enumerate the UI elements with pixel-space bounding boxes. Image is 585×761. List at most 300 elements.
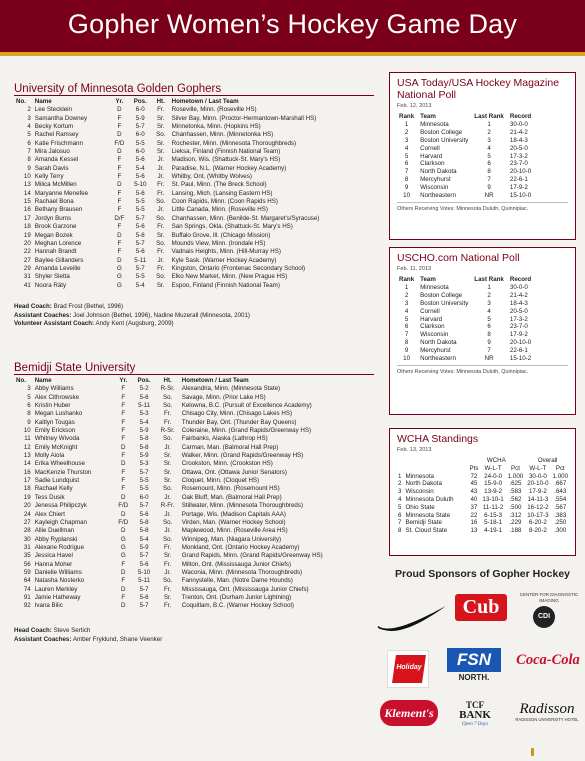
- roster-cell-ht: Fr.: [157, 181, 165, 189]
- col-yr: Yr.: [115, 98, 124, 105]
- bemidji-roster-table: [14, 377, 374, 611]
- poll-cell: 8: [487, 331, 491, 339]
- wcha-cell: 5-18-1: [484, 519, 503, 527]
- roster-cell-no: 2: [27, 106, 31, 114]
- roster-cell-hometown: Kelowna, B.C. (Pursuit of Excellence Academy): [181, 402, 312, 410]
- poll-cell: Boston College: [420, 128, 463, 136]
- cdi-caption: CENTER FOR DIAGNOSTIC IMAGING: [519, 592, 579, 603]
- roster-cell-pos: 5-5: [135, 273, 145, 281]
- header-gold-rule: [0, 52, 585, 56]
- roster-cell-no: 14: [23, 460, 31, 468]
- roster-cell-hometown: Minnetonka, Minn. (Hopkins HS): [171, 123, 261, 131]
- roster-cell-ht: Fr.: [164, 560, 172, 568]
- roster-cell-yr: F: [117, 156, 122, 164]
- roster-row: [14, 519, 374, 527]
- roster-cell-hometown: Coleraine, Minn. (Grand Rapids/Greenway HS): [181, 427, 312, 435]
- wcha-row: [396, 480, 570, 488]
- roster-cell-pos: 5-6: [139, 593, 149, 601]
- col-no: No.: [16, 377, 26, 384]
- wcha-cell: .188: [509, 527, 522, 535]
- roster-cell-no: 13: [23, 452, 31, 460]
- roster-cell-yr: D: [121, 568, 126, 576]
- roster-cell-yr: F: [121, 593, 126, 601]
- roster-header-row: [14, 98, 374, 106]
- roster-cell-hometown: Espoo, Finland (Finnish National Team): [171, 281, 280, 289]
- poll-cell: 20-5-0: [509, 307, 528, 315]
- roster-row: [14, 131, 374, 139]
- roster-cell-no: 22: [23, 248, 31, 256]
- roster-cell-hometown: St. Paul, Minn. (The Breck School): [171, 181, 267, 189]
- roster-cell-yr: D: [117, 148, 122, 156]
- roster-cell-ht: Fr.: [164, 543, 172, 551]
- roster-cell-hometown: Coon Rapids, Minn. (Coon Rapids HS): [171, 198, 278, 206]
- wcha-cell: 6: [398, 511, 402, 519]
- poll-row: [396, 192, 534, 200]
- staff-line: Head Coach: Brad Frost (Bethel, 1996): [14, 303, 124, 310]
- minnesota-roster-title: University of Minnesota Golden Gophers: [14, 83, 374, 96]
- roster-cell-name: Hanna Moher: [34, 560, 73, 568]
- roster-row: [14, 402, 374, 410]
- roster-cell-no: 11: [24, 435, 31, 443]
- poll-cell: 2: [404, 128, 409, 136]
- roster-cell-no: 20: [23, 502, 31, 510]
- roster-cell-ht: Fr.: [157, 264, 165, 272]
- roster-cell-hometown: Coquitlam, B.C. (Warner Hockey School): [181, 602, 294, 610]
- roster-cell-no: 41: [23, 281, 31, 289]
- poll-cell: 20-10-0: [509, 339, 532, 347]
- roster-cell-no: 27: [23, 518, 31, 526]
- poll-cell: 2: [487, 291, 491, 299]
- poll-cell: 3: [404, 299, 409, 307]
- wcha-group-row: WCHA Overall: [486, 457, 558, 464]
- roster-cell-no: 14: [23, 189, 31, 197]
- roster-cell-pos: 5-7: [139, 602, 149, 610]
- roster-row: [14, 477, 374, 485]
- roster-cell-yr: D: [121, 493, 126, 501]
- poll-cell: 3: [487, 136, 491, 144]
- roster-cell-ht: So.: [156, 198, 166, 206]
- page-header: [0, 0, 585, 52]
- roster-row: [14, 173, 374, 181]
- roster-cell-pos: 5-6: [135, 248, 145, 256]
- roster-cell-no: 9: [27, 164, 31, 172]
- poll-cell: Boston University: [420, 299, 469, 307]
- roster-cell-name: Jamie Hatheway: [34, 593, 81, 601]
- wcha-cell: 6-15-3: [484, 511, 503, 519]
- roster-cell-yr: D: [121, 460, 126, 468]
- roster-cell-yr: D: [117, 131, 122, 139]
- roster-cell-pos: 5-11: [138, 402, 151, 410]
- poll-row: [396, 339, 534, 347]
- poll-row: [396, 121, 534, 129]
- divider: [397, 202, 568, 203]
- roster-cell-ht: Jr.: [157, 256, 164, 264]
- roster-cell-hometown: Grand Rapids, Minn. (Grand Rapids/Greenway HS): [181, 552, 323, 560]
- roster-row: [14, 273, 374, 281]
- roster-cell-no: 10: [23, 173, 31, 181]
- staff-line: Head Coach: Steve Sertich: [14, 627, 91, 634]
- wcha-cell: .667: [554, 480, 567, 488]
- poll-row: [396, 316, 534, 324]
- roster-cell-pos: 5-4: [135, 164, 145, 172]
- roster-cell-no: 17: [23, 477, 31, 485]
- coca-cola-logo: Coca-Cola: [516, 652, 580, 668]
- roster-cell-no: 12: [23, 443, 31, 451]
- roster-cell-ht: R-Sr.: [160, 385, 175, 393]
- holiday-logo: Holiday: [387, 650, 429, 688]
- wcha-cell: 6-20-2: [528, 519, 547, 527]
- col-pos: Pos.: [137, 377, 151, 384]
- roster-cell-hometown: Savage, Minn. (Prior Lake HS): [181, 393, 266, 401]
- roster-cell-hometown: Kyle Sask. (Warner Hockey Academy): [171, 256, 277, 264]
- wcha-header-row: Pts W-L-T Pct W-L-T Pct: [469, 464, 565, 472]
- roster-cell-hometown: Kingston, Ontario (Frontenac Secondary School): [171, 264, 306, 272]
- roster-row: [14, 248, 374, 256]
- roster-cell-name: Jessica Havel: [34, 552, 73, 560]
- roster-cell-name: Alex Cithrowske: [34, 393, 80, 401]
- poll-row: [396, 308, 534, 316]
- roster-row: [14, 165, 374, 173]
- wcha-cell: North Dakota: [405, 480, 442, 488]
- roster-cell-ht: Sr.: [156, 281, 165, 289]
- roster-cell-ht: Jr.: [164, 568, 171, 576]
- roster-cell-name: Mira Jalosuo: [34, 148, 70, 156]
- roster-row: [14, 485, 374, 493]
- roster-row: [14, 577, 374, 585]
- poll-cell: 8: [404, 339, 409, 347]
- roster-cell-name: Milica McMillen: [34, 181, 77, 189]
- roster-cell-no: 8: [27, 156, 31, 164]
- wcha-cell: 3: [398, 488, 402, 496]
- wcha-cell: .567: [554, 503, 567, 511]
- wcha-standings-date: Feb. 13, 2013: [397, 447, 432, 453]
- roster-cell-pos: 5-6: [135, 223, 145, 231]
- poll-cell: 9: [404, 347, 409, 355]
- roster-row: [14, 394, 374, 402]
- roster-cell-pos: 6-0: [135, 148, 145, 156]
- wcha-row: [396, 473, 570, 481]
- roster-cell-ht: R-Sr.: [160, 427, 175, 435]
- wcha-cell: 17-9-2: [528, 488, 547, 496]
- roster-row: [14, 527, 374, 535]
- wcha-cell: 11-11-2: [482, 503, 504, 511]
- wcha-cell: 1.000: [552, 472, 569, 480]
- roster-cell-hometown: Rochester, Minn. (Minnesota Thoroughbreds): [171, 139, 297, 147]
- wcha-cell: Minnesota Duluth: [405, 495, 454, 503]
- roster-cell-pos: 6-0: [139, 493, 149, 501]
- roster-cell-ht: Jr.: [157, 156, 164, 164]
- roster-row: [14, 452, 374, 460]
- usa-today-poll-note: Others Receiving Votes: Minnesota Duluth, Quinnipiac.: [397, 205, 529, 212]
- roster-cell-name: Rachael Bona: [34, 198, 74, 206]
- roster-cell-no: 20: [23, 239, 31, 247]
- roster-cell-no: 4: [27, 123, 31, 131]
- poll-header-row: Rank Team Last Rank Record: [399, 113, 532, 120]
- roster-cell-ht: Fr.: [164, 410, 172, 418]
- roster-cell-hometown: Lansing, Mich. (Lansing Eastern HS): [171, 189, 273, 197]
- roster-cell-pos: 5-11: [138, 577, 151, 585]
- roster-cell-name: Megan Lushanko: [34, 410, 83, 418]
- poll-cell: 4: [404, 307, 409, 315]
- roster-cell-ht: Sr.: [163, 460, 172, 468]
- poll-cell: Wisconsin: [420, 184, 449, 192]
- roster-cell-no: 6: [27, 402, 31, 410]
- roster-cell-yr: G: [116, 264, 122, 272]
- roster-cell-yr: F: [121, 402, 126, 410]
- roster-cell-yr: G: [120, 535, 126, 543]
- roster-cell-pos: 5-4: [139, 535, 149, 543]
- roster-cell-yr: F: [121, 385, 126, 393]
- poll-cell: 9: [487, 184, 491, 192]
- uscho-poll-title: USCHO.com National Poll: [397, 252, 520, 264]
- uscho-poll-panel: [389, 247, 576, 415]
- roster-cell-yr: F: [117, 248, 122, 256]
- roster-cell-no: 74: [23, 585, 31, 593]
- radisson-logo: Radisson RADISSON UNIVERSITY HOTEL: [515, 701, 579, 722]
- poll-cell: 7: [404, 331, 409, 339]
- wcha-cell: .229: [509, 519, 522, 527]
- roster-row: [14, 140, 374, 148]
- poll-cell: 1: [487, 283, 491, 291]
- roster-cell-yr: F/D: [118, 518, 129, 526]
- wcha-cell: 4-19-1: [484, 527, 503, 535]
- roster-cell-pos: 5-4: [135, 281, 145, 289]
- roster-cell-yr: F: [121, 485, 126, 493]
- roster-cell-no: 3: [27, 385, 31, 393]
- poll-cell: 6: [404, 160, 409, 168]
- roster-cell-pos: 5-6: [139, 393, 149, 401]
- poll-cell: Northeastern: [420, 355, 456, 363]
- roster-cell-ht: Sr.: [156, 114, 165, 122]
- roster-row: [14, 282, 374, 290]
- roster-cell-name: Samantha Downey: [34, 114, 88, 122]
- minnesota-staff: [14, 303, 384, 329]
- roster-cell-no: 5: [27, 131, 31, 139]
- roster-cell-no: 35: [23, 552, 31, 560]
- roster-cell-name: Kristin Huber: [34, 402, 71, 410]
- roster-cell-ht: Sr.: [163, 552, 172, 560]
- roster-cell-pos: 6-0: [135, 106, 145, 114]
- wcha-standings-panel: [389, 428, 576, 556]
- wcha-cell: .300: [554, 527, 567, 535]
- poll-cell: 3: [487, 299, 491, 307]
- uscho-poll-note: Others Receiving Votes: Minnesota Duluth, Quinnipiac.: [397, 368, 529, 375]
- roster-cell-no: 19: [23, 493, 31, 501]
- roster-cell-ht: Sr.: [163, 452, 172, 460]
- roster-cell-name: Megan Bozek: [34, 231, 73, 239]
- roster-cell-name: Abby Ryplanski: [34, 535, 78, 543]
- roster-cell-name: Kaitlyn Tougas: [34, 418, 75, 426]
- usa-today-poll-table: [396, 113, 534, 200]
- col-ht: Ht.: [156, 98, 165, 105]
- roster-cell-pos: 5-11: [134, 256, 147, 264]
- roster-cell-pos: 5-8: [139, 443, 149, 451]
- roster-cell-yr: G: [116, 281, 122, 289]
- poll-cell: 1: [404, 283, 409, 291]
- roster-cell-hometown: Portage, Wis. (Madison Capitals AAA): [181, 510, 286, 518]
- wcha-cell: 13-10-1: [482, 495, 504, 503]
- roster-cell-pos: 5-10: [137, 568, 151, 576]
- poll-cell: North Dakota: [420, 339, 457, 347]
- poll-cell: 3: [404, 136, 409, 144]
- roster-cell-no: 59: [23, 568, 31, 576]
- roster-cell-hometown: Virden, Man. (Warner Hockey School): [181, 518, 286, 526]
- wcha-cell: Bemidji State: [405, 519, 442, 527]
- poll-cell: 7: [404, 168, 409, 176]
- roster-cell-no: 13: [23, 181, 31, 189]
- fsn-north-label: NORTH.: [458, 673, 490, 682]
- roster-cell-ht: Sr.: [156, 123, 165, 131]
- roster-cell-hometown: Chanhassen, Minn. (Minnetonka HS): [171, 131, 274, 139]
- poll-cell: 22-6-1: [509, 176, 528, 184]
- roster-cell-hometown: Carman, Man. (Balmoral Hall Prep): [181, 443, 279, 451]
- roster-cell-name: Emily McKnight: [34, 443, 78, 451]
- poll-cell: 23-7-0: [509, 160, 528, 168]
- roster-cell-pos: 5-5: [135, 139, 145, 147]
- col-ht: Ht.: [163, 377, 172, 384]
- poll-row: [396, 176, 534, 184]
- fsn-logo: FSN: [447, 648, 501, 672]
- roster-cell-hometown: Mounds View, Minn. (Irondale HS): [171, 239, 266, 247]
- poll-cell: 2: [404, 291, 409, 299]
- wcha-cell: 2: [398, 480, 402, 488]
- poll-row: [396, 168, 534, 176]
- col-name: Name: [34, 98, 52, 105]
- minnesota-roster-table: [14, 98, 374, 290]
- roster-cell-pos: 5-7: [139, 585, 149, 593]
- wcha-cell: 43: [470, 488, 478, 496]
- roster-cell-name: Hannah Brandt: [34, 248, 77, 256]
- roster-cell-ht: Jr.: [157, 164, 164, 172]
- roster-cell-no: 7: [27, 148, 31, 156]
- poll-cell: Cornell: [420, 307, 440, 315]
- poll-row: [396, 300, 534, 308]
- roster-cell-name: Meghan Lorence: [34, 239, 82, 247]
- roster-cell-ht: So.: [162, 485, 173, 493]
- col-hometown: Hometown / Last Team: [181, 377, 249, 384]
- wcha-cell: 13: [470, 527, 478, 535]
- roster-cell-yr: D: [121, 602, 126, 610]
- roster-cell-ht: Fr.: [164, 602, 172, 610]
- roster-cell-no: 8: [27, 410, 31, 418]
- wcha-row: [396, 512, 570, 520]
- roster-cell-name: Danielle Williams: [34, 568, 82, 576]
- roster-cell-pos: 5-5: [139, 477, 149, 485]
- roster-cell-ht: Fr.: [157, 223, 165, 231]
- roster-cell-name: Amanda Kessel: [34, 156, 79, 164]
- poll-row: [396, 184, 534, 192]
- uscho-poll-table: [396, 276, 534, 363]
- poll-cell: Clarkson: [420, 160, 445, 168]
- poll-cell: 15-10-0: [509, 192, 532, 200]
- roster-cell-pos: 5-7: [135, 239, 145, 247]
- usa-today-poll-panel: [389, 72, 576, 240]
- roster-cell-ht: Sr.: [156, 139, 165, 147]
- roster-cell-yr: D: [121, 443, 126, 451]
- wcha-cell: 13-9-2: [484, 488, 503, 496]
- col-yr: Yr.: [119, 377, 128, 384]
- poll-cell: Minnesota: [420, 283, 449, 291]
- roster-cell-hometown: Roseville, Minn. (Roseville HS): [171, 106, 257, 114]
- roster-cell-name: MacKenzie Thurston: [34, 468, 92, 476]
- roster-cell-yr: D: [117, 256, 122, 264]
- roster-row: [14, 410, 374, 418]
- roster-cell-yr: F: [121, 577, 126, 585]
- poll-row: [396, 323, 534, 331]
- roster-cell-name: Lee Stecklein: [34, 106, 72, 114]
- poll-cell: 5: [487, 152, 491, 160]
- wcha-cell: 45: [470, 480, 478, 488]
- roster-cell-name: Rachel Ramsey: [34, 131, 79, 139]
- poll-cell: Mercyhurst: [420, 176, 451, 184]
- roster-row: [14, 419, 374, 427]
- wcha-cell: 4: [398, 495, 402, 503]
- roster-cell-yr: G: [116, 273, 122, 281]
- roster-cell-yr: F/D: [118, 502, 129, 510]
- staff-line: Assistant Coaches: Amber Fryklund, Shane Veenker: [14, 635, 163, 643]
- roster-row: [14, 190, 374, 198]
- poll-header-row: Rank Team Last Rank Record: [399, 276, 532, 283]
- roster-row: [14, 552, 374, 560]
- roster-cell-pos: 5-7: [139, 502, 149, 510]
- roster-cell-pos: 5-7: [135, 264, 145, 272]
- roster-cell-no: 17: [23, 214, 31, 222]
- roster-row: [14, 502, 374, 510]
- roster-row: [14, 198, 374, 206]
- roster-row: [14, 181, 374, 189]
- wcha-cell: 22: [470, 511, 478, 519]
- roster-cell-ht: Jr.: [164, 527, 171, 535]
- divider: [397, 365, 568, 366]
- roster-cell-no: 10: [23, 427, 31, 435]
- poll-cell: Mercyhurst: [420, 347, 451, 355]
- roster-cell-no: 31: [23, 273, 31, 281]
- poll-cell: 21-4-2: [509, 291, 528, 299]
- roster-cell-name: Sadie Lundquist: [34, 477, 80, 485]
- roster-cell-pos: 5-8: [139, 527, 149, 535]
- roster-row: [14, 385, 374, 393]
- roster-row: [14, 494, 374, 502]
- roster-cell-no: 9: [27, 418, 31, 426]
- roster-row: [14, 232, 374, 240]
- roster-cell-name: Becky Kortum: [34, 123, 74, 131]
- roster-cell-ht: Fr.: [164, 418, 172, 426]
- roster-cell-name: Sarah Davis: [34, 164, 69, 172]
- roster-cell-hometown: Little Canada, Minn. (Roseville HS): [171, 206, 268, 214]
- roster-cell-name: Rachael Kelly: [34, 485, 73, 493]
- wcha-cell: .250: [554, 519, 567, 527]
- roster-cell-hometown: Thunder Bay, Ont. (Thunder Bay Queens): [181, 418, 297, 426]
- poll-row: [396, 153, 534, 161]
- roster-cell-yr: F: [121, 410, 126, 418]
- roster-cell-hometown: Silver Bay, Minn. (Proctor-Hermantown-Marshall HS): [171, 114, 317, 122]
- roster-cell-ht: Jr.: [157, 206, 164, 214]
- roster-cell-yr: F: [117, 173, 122, 181]
- roster-row: [14, 115, 374, 123]
- poll-cell: 6: [404, 323, 409, 331]
- roster-cell-ht: R-Fr.: [160, 502, 175, 510]
- roster-cell-ht: Sr.: [156, 231, 165, 239]
- poll-cell: 10: [403, 355, 411, 363]
- roster-cell-no: 18: [23, 223, 31, 231]
- roster-cell-ht: Jr.: [164, 443, 171, 451]
- poll-cell: Northeastern: [420, 192, 456, 200]
- roster-cell-pos: 5-7: [135, 214, 145, 222]
- roster-cell-name: Erika Wheelhouse: [34, 460, 85, 468]
- roster-cell-pos: 5-5: [135, 206, 145, 214]
- poll-cell: 8: [404, 176, 409, 184]
- roster-cell-hometown: Cloquet, Minn. (Cloquet HS): [181, 477, 260, 485]
